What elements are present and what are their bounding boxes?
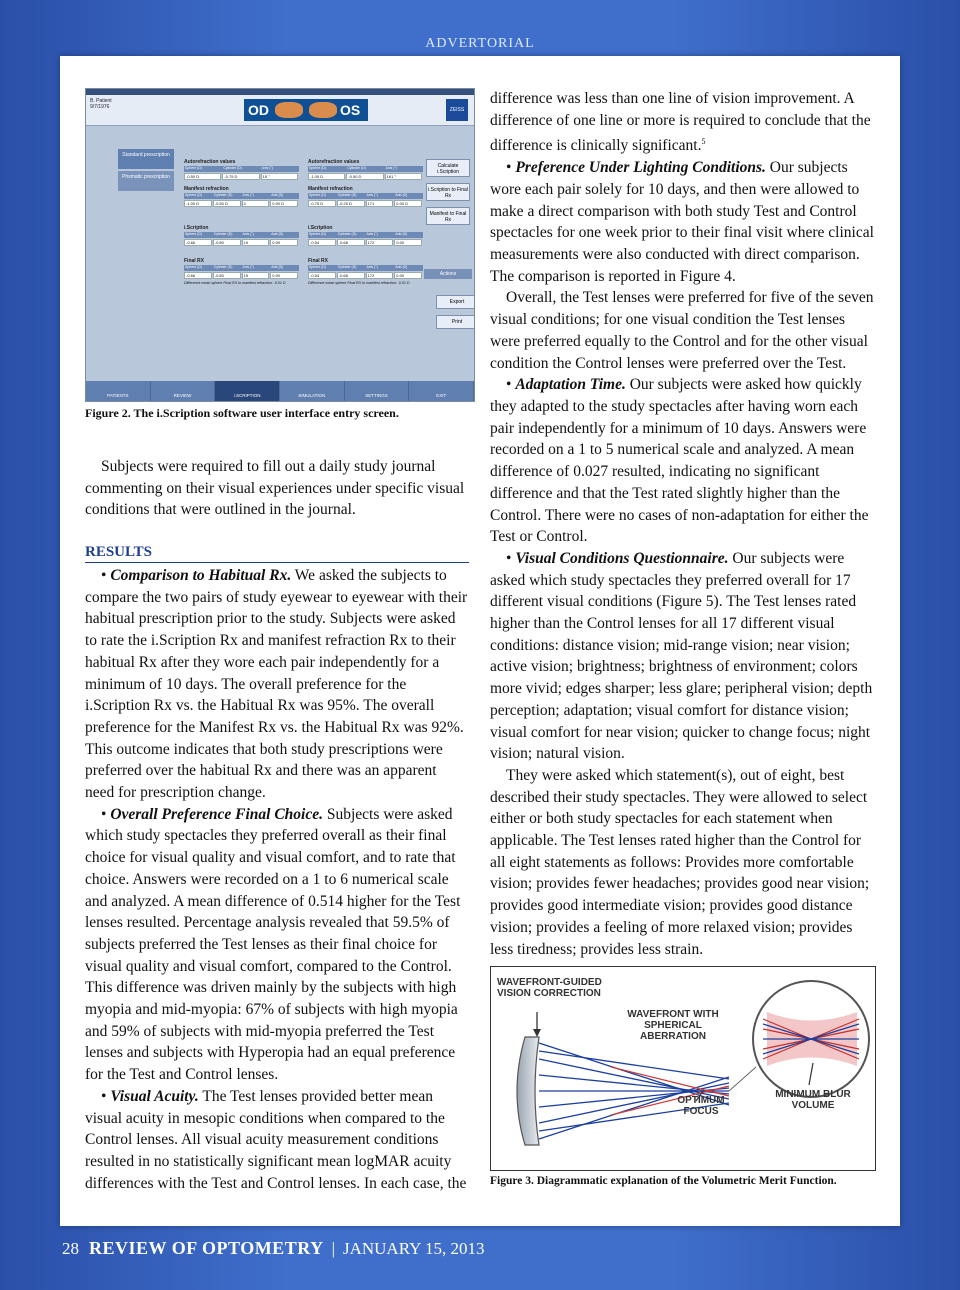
nav-settings[interactable]: SETTINGS [345,381,410,401]
eye-icon [275,102,303,118]
page-footer [62,1238,485,1259]
patient-dob: 9/7/1976 [90,104,110,110]
lens-shape [517,1037,539,1145]
zoom-line [729,1067,756,1091]
nav-review[interactable]: REVIEW [151,381,216,401]
od-values: Autorefraction values Sphere (D) Cylinder (D) Axis (°) -0.50 D -0.75 D 15 ° Manifest refraction Sphere (D) Cylinder (D) Axis (°) Add (D) -1.00 D -0.50 D 4 0.00 D i.Scription Sphere (D) Cylinder (D) Axis (°) Add (D) -0.66 -0.80 15 0.00 Final RX Sphere (D) Cylinder (D) Axis (°) Add (D) -0.66 -0.80 15 0.00 Difference mean sphere Final RX to manifest refraction: -0.01 D [184,153,299,285]
magazine-name: REVIEW OF OPTOMETRY [89,1238,324,1258]
nav-patients[interactable]: PATIENTS [86,381,151,401]
label-spherical-aberration: WAVEFRONT WITH SPHERICAL ABERRATION [627,1009,719,1042]
standard-prescription-button[interactable]: Standard prescription [118,149,174,169]
nav-exit[interactable]: EXIT [409,381,474,401]
eye-icon [309,102,337,118]
iscription-to-final-button[interactable]: i.Scription to Final Rx [426,183,470,201]
zeiss-logo: ZEISS [446,99,468,121]
print-button[interactable]: Print [436,315,475,329]
eye-od-tab[interactable]: OD [244,99,306,121]
label-optimum-focus: OPTIMUM FOCUS [677,1095,725,1117]
volumetric-merit-diagram [490,966,876,1171]
nav-simulation[interactable]: SIMULATION [280,381,345,401]
left-column-body: • Comparison to Habitual Rx. We asked the subjects to compare the two pairs of study eyewear to eyewear with their habitual prescription prior to the study. Subjects were asked to rate the i.Scription Rx and manifest refraction Rx to their habitual Rx after they wore each pair independently for a minimum of 10 days. The overall preference for the i.Scription Rx vs. the Habitual Rx was 95%. The overall preference for the Manifest Rx vs. the Habitual Rx was 92%. This outcome indicates that both study prescriptions were preferred over the habitual Rx and there was an apparent need for prescription change. • Overall Preference Final Choice. Subjects were asked which study spectacles they preferred overall as their final choice for visual quality and visual comfort, and to rate that choice. Answers were recorded on a 1 to 6 numerical scale and analyzed. A mean difference of 0.514 higher for the Test lenses resulted. Percentage analysis revealed that 59.5% of subjects preferred the Test lenses as their final choice for visual quality and visual comfort, compared to the Control. This difference was driven mainly by the subjects with high myopia and mid-myopia: 67% of subjects with high myopia and 59% of subjects with mid-myopia preferred the Test lenses and subjects with Hyperopia had an equal preference for the Test and Control lenses. • Visual Acuity. The Test lenses provided better mean visual acuity in mesopic conditions when compared to the Control lenses. All visual acuity measurement conditions resulted in no statistically significant mean logMAR acuity differences with the Test and Control lenses. In each case, the [85,567,468,1192]
right-column-body: difference was less than one line of vision improvement. A difference of one line or more is required to conclude that the difference is clinically significant.$^5$ • Preference Under Lighting Conditions. Our subjects wore each pair solely for 10 days, and then were allowed to make a direct comparison with both study Test and Control spectacles for one week prior to their final visit where clinical measurements were also conducted with direct comparison. The comparison is reported in Figure 4. Overall, the Test lenses were preferred for five of the seven visual conditions; for one visual condition the Test lenses were preferred equally to the Control and for the other visual condition the Control lenses were preferred over the Test. • Adaptation Time. Our subjects were asked how quickly they adapted to the study spectacles after having worn each pair independently for a minimum of 10 days. Answers were recorded on a 1 to 5 numerical scale and analyzed. A mean difference of 0.027 resulted, indicating no significant difference and that the Test rated slightly higher than the Control. There were no cases of non-adaptation for either the Test or Control. • Visual Conditions Questionnaire. Our subjects were asked which study spectacles they preferred overall for 17 different visual conditions (Figure 5). The Test lenses rated higher than the Control lenses for all 17 different visual conditions: distance vision; mid-range vision; near vision; active vision; brightness; brightness of environment; colors more vivid; edges sharper; less glare; peripheral vision; depth perception; adaptation; visual comfort for distance vision; visual comfort for near vision; quicker to change focus; night vision; natural vision. They were asked which statement(s), out of eight, best described their study spectacles. They were allowed to select either or both study spectacles for each statement when applicable. The Test lenses rated higher than the Control for all eight statements as follows: Provides more comfortable vision; provides fewer headaches; provides good near vision; provides good intermediate vision; provides good distance vision; provides a feeling of more relaxed vision; provides less tiredness; provides less strain. [490,90,874,958]
os-values: Autorefraction values Sphere (D) Cylinder (D) Axis (°) -1.00 D -0.50 D 161 ° Manifest refraction Sphere (D) Cylinder (D) Axis (°) Add (D) -0.75 D -0.25 D 171 0.00 D i.Scription Sphere (D) Cylinder (D) Axis (°) Add (D) -0.54 -0.68 172 0.00 Final RX Sphere (D) Cylinder (D) Axis (°) Add (D) -0.54 -0.68 172 0.00 Difference mean sphere Final RX to manifest refraction: -0.01 D [308,153,423,285]
actions-header: Actions [424,269,472,279]
advertorial-label: ADVERTORIAL [425,36,535,51]
patient-info [90,98,112,110]
footer-separator: | [331,1239,335,1258]
intro-paragraph: Subjects were required to fill out a daily study journal commenting on their visual experiences under specific visual conditions that were outlined in the journal. [85,458,465,519]
manifest-to-final-button[interactable]: Manifest to Final Rx [426,207,470,225]
results-heading: RESULTS [85,544,469,563]
iscription-screenshot [85,88,475,402]
issue-date: JANUARY 15, 2013 [342,1239,485,1258]
label-wavefront-guided: WAVEFRONT-GUIDED VISION CORRECTION [497,977,602,999]
prismatic-prescription-button[interactable]: Prismatic prescription [118,171,174,191]
calculate-iscription-button[interactable]: Calculate i.Scription [426,159,470,177]
page-number: 28 [62,1239,79,1258]
eye-os-tab[interactable]: OS [306,99,368,121]
light-rays [539,1043,729,1139]
bottom-nav [86,381,474,401]
figure3-caption: Figure 3. Diagrammatic explanation of the Volumetric Merit Function. [490,1175,837,1187]
patient-header [86,95,474,126]
figure2-caption: Figure 2. The i.Scription software user interface entry screen. [85,406,399,420]
article-page [60,56,900,1226]
patient-name: B. Patient [90,98,112,104]
nav-iscription[interactable]: i.SCRIPTION [215,381,280,401]
export-button[interactable]: Export [436,295,475,309]
label-minimum-blur: MINIMUM BLUR VOLUME [775,1089,851,1111]
